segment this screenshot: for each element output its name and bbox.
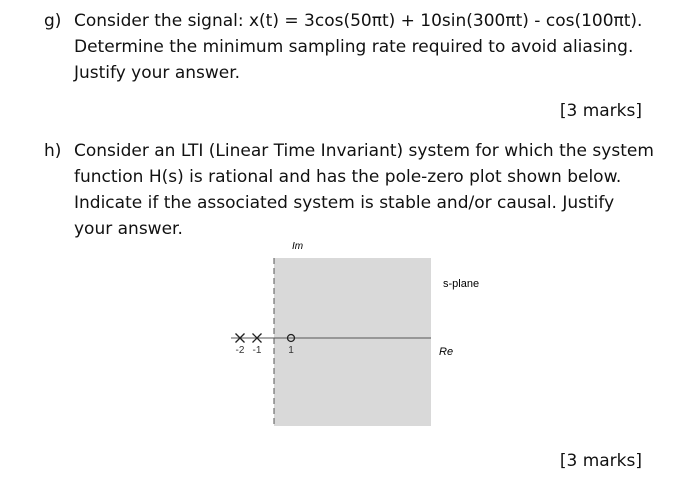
roc-region — [274, 258, 431, 426]
real-axis-label: Re — [439, 346, 454, 358]
pole-zero-plot — [225, 238, 485, 430]
question-h-marks: [3 marks] — [559, 451, 642, 471]
question-g-marks: [3 marks] — [559, 101, 642, 121]
question-h-line-4: your answer. — [74, 219, 183, 239]
plane-label: s-plane — [443, 278, 480, 290]
question-h-label: h) — [44, 141, 62, 161]
tick-label: -1 — [252, 345, 262, 356]
tick-label: -2 — [235, 345, 245, 356]
question-h-line-3: Indicate if the associated system is stable and/or causal. Justify — [74, 193, 615, 213]
question-g-line-2: Determine the minimum sampling rate required to avoid aliasing. — [74, 37, 634, 57]
tick-label: 1 — [288, 345, 294, 356]
imag-axis-label: Im — [292, 241, 304, 252]
question-h-line-1: Consider an LTI (Linear Time Invariant) system for which the system — [74, 141, 654, 161]
question-g-line-3: Justify your answer. — [74, 63, 241, 83]
question-g-line-1: Consider the signal: x(t) = 3cos(50πt) + 10sin(300πt) - cos(100πt). — [74, 11, 643, 31]
question-g-label: g) — [44, 11, 62, 31]
question-h-line-2: function H(s) is rational and has the pole-zero plot shown below. — [74, 167, 622, 187]
